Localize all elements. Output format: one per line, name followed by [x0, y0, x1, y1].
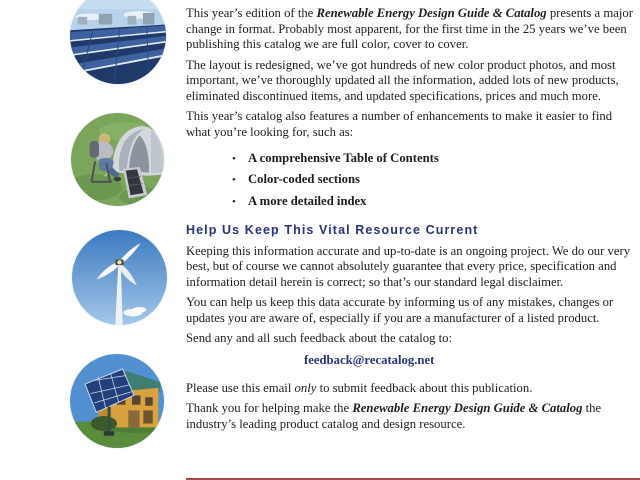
feedback-p4-emphasis: only: [294, 380, 317, 395]
feedback-paragraph-2: You can help us keep this data accurate by informing us of any mistakes, changes or updates you are aware of, especially if you are a manufacturer of a listed product.: [186, 295, 614, 326]
solar-home-image: [70, 354, 164, 448]
camper-portable-solar-image: [71, 113, 164, 206]
feedback-email-link[interactable]: feedback@recatalog.net: [304, 352, 435, 367]
bullet-item-table-of-contents: [232, 148, 633, 170]
catalog-title-text: Renewable Energy Design Guide & Catalog: [316, 6, 547, 20]
wind-turbine-photo: [72, 230, 167, 325]
rooftop-solar-array-photo: [70, 0, 166, 84]
bullet-icon: [232, 192, 248, 213]
wind-turbine-image: [72, 230, 167, 325]
bullet-item-label: A more detailed index: [248, 194, 367, 209]
feedback-p4-pre: Please use this email: [186, 380, 295, 395]
intro-paragraph-2: The layout is redesigned, we’ve got hundreds of new color product photos, and most important, we’ve thoroughly updated all the information, added lots of new products, eliminated discontinued items, and updated specifications, prices and much more.: [186, 57, 619, 104]
feedback-paragraph-4: [186, 381, 633, 397]
feedback-paragraph-1: Keeping this information accurate and up-to-date is an ongoing project. We do our very best, but of course we cannot absolutely guarantee that every price, specification and information detail herein is correct; so that’s our standard legal disclaimer.: [186, 243, 631, 290]
intro-p1-post: presents a major change in format. Probably most apparent, for the first time in the 25 years we’ve been publishing this catalog we are full color, cover to cover.: [186, 6, 633, 52]
bullet-item-color-coded-sections: [232, 169, 633, 191]
feedback-p5-post: the industry’s leading product catalog and design resource.: [186, 400, 602, 431]
bullet-item-detailed-index: [232, 191, 633, 213]
intro-p1-pre: This year’s edition of the: [186, 6, 317, 20]
intro-text-column: [186, 2, 633, 437]
intro-paragraph-3: This year’s catalog also features a number of enhancements to make it easier to find what you’re looking for, such as:: [186, 109, 613, 139]
camper-portable-solar-photo: [71, 113, 164, 206]
feedback-paragraph-5: [186, 401, 633, 432]
bullet-item-label: A comprehensive Table of Contents: [248, 150, 439, 165]
feedback-p4-post: to submit feedback about this publication.: [316, 380, 533, 395]
bullet-icon: [232, 170, 248, 191]
rooftop-solar-array-image: [70, 0, 166, 84]
catalog-title-text: Renewable Energy Design Guide & Catalog: [352, 400, 583, 415]
feedback-paragraph-3: Send any and all such feedback about the catalog to:: [186, 331, 452, 346]
intro-paragraph-1: [186, 6, 633, 53]
feedback-section-heading: Help Us Keep This Vital Resource Current: [186, 223, 479, 238]
solar-home-photo: [70, 354, 164, 448]
enhancements-bullet-list: [232, 148, 633, 213]
bullet-item-label: Color-coded sections: [248, 172, 360, 187]
feedback-p5-pre: Thank you for helping make the: [186, 400, 353, 415]
bullet-icon: [232, 149, 248, 170]
